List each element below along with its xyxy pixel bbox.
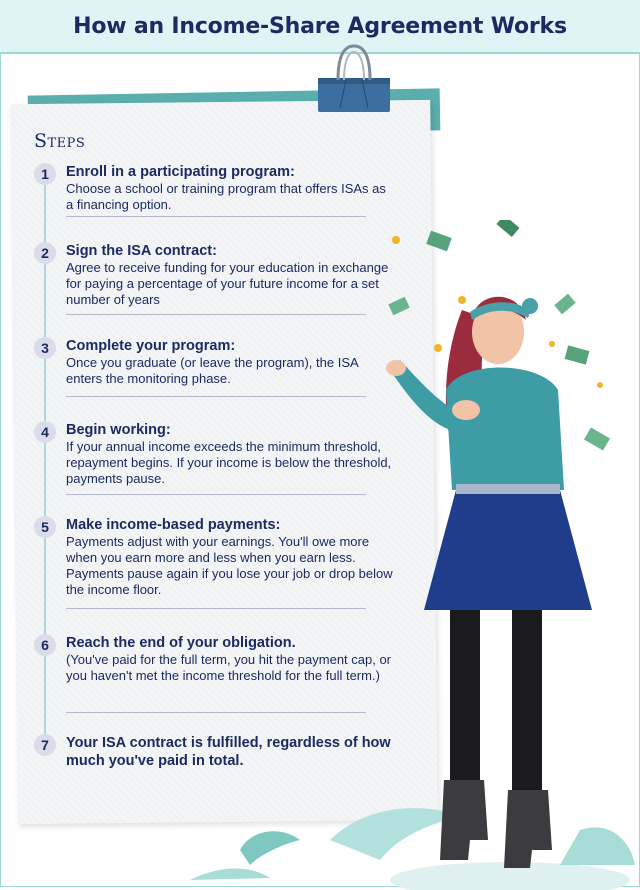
step-divider <box>66 396 366 397</box>
step-number: 3 <box>34 337 56 359</box>
step-title: Reach the end of your obligation. <box>66 635 296 651</box>
step-number: 6 <box>34 634 56 656</box>
step-description: If your annual income exceeds the minimum threshold, repayment begins. If your income is below the threshold, payments pause. <box>66 439 392 486</box>
step-divider <box>66 314 366 315</box>
step-description: (You've paid for the full term, you hit the payment cap, or you haven't met the income threshold for the full term.) <box>66 652 392 683</box>
step-description: Once you graduate (or leave the program), the ISA enters the monitoring phase. <box>66 355 358 386</box>
step-description: Payments adjust with your earnings. You'll owe more when you earn more and less when you earn less. Payments pause again if you lose your job or drop below the income floor. <box>66 534 393 597</box>
step-number: 2 <box>34 242 56 264</box>
binder-clip-icon <box>316 42 392 114</box>
step-divider <box>66 608 366 609</box>
step-title: Begin working: <box>66 422 171 438</box>
step-number: 1 <box>34 163 56 185</box>
step-title: Complete your program: <box>66 338 236 354</box>
steps-heading: Steps <box>34 130 86 152</box>
page-title: How an Income-Share Agreement Works <box>73 13 567 39</box>
step-description: Choose a school or training program that offers ISAs as a financing option. <box>66 181 386 212</box>
step-divider <box>66 712 366 713</box>
step-title: Sign the ISA contract: <box>66 243 217 259</box>
step-description: Agree to receive funding for your education in exchange for paying a percentage of your future income for a set number of years <box>66 260 389 307</box>
step-divider <box>66 494 366 495</box>
step-number: 5 <box>34 516 56 538</box>
woman-with-money-illustration-icon <box>380 220 620 870</box>
step-title: Make income-based payments: <box>66 517 281 533</box>
step-title: Enroll in a participating program: <box>66 164 295 180</box>
step-title: Your ISA contract is fulfilled, regardless of how much you've paid in total. <box>66 735 391 769</box>
step-number: 4 <box>34 421 56 443</box>
step-divider <box>66 216 366 217</box>
step-number: 7 <box>34 734 56 756</box>
